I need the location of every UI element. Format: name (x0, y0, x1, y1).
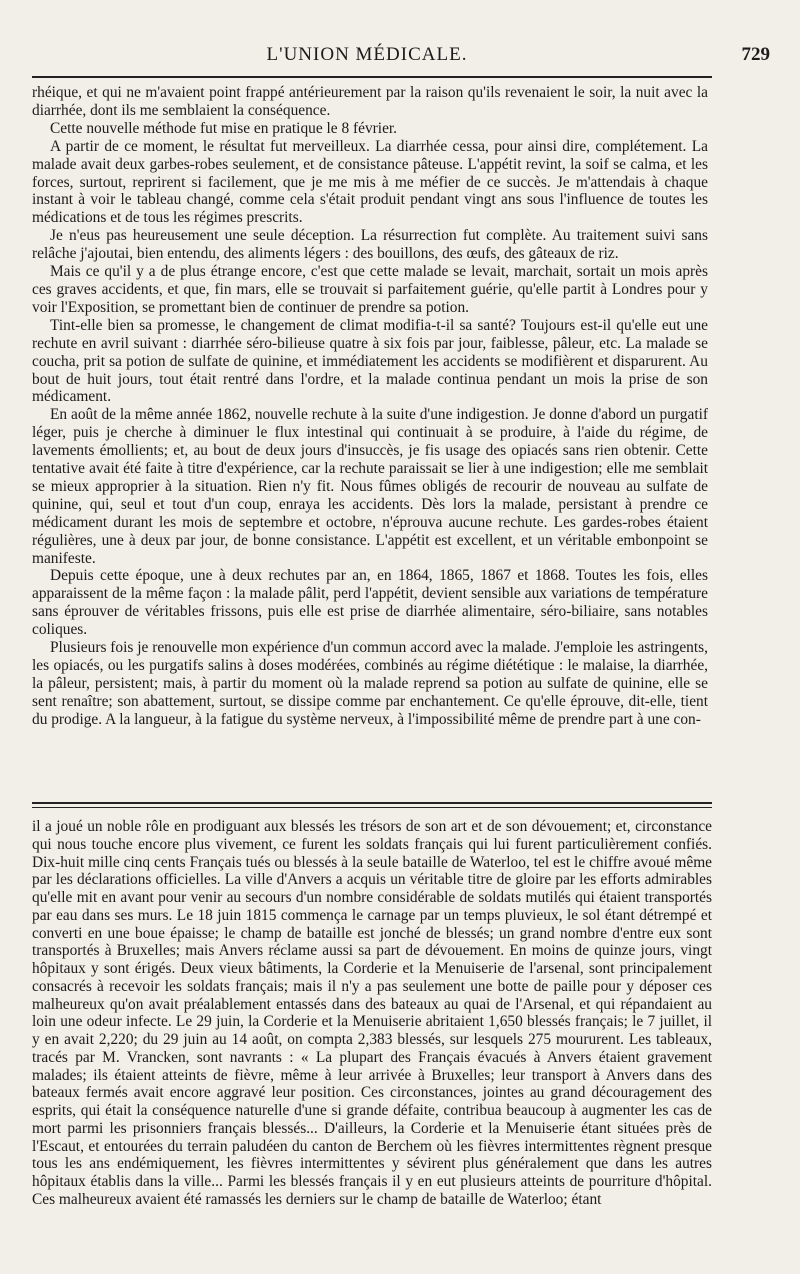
paragraph: Cette nouvelle méthode fut mise en pratique le 8 février. (50, 119, 398, 137)
paragraph: Mais ce qu'il y a de plus étrange encore, c'est que cette malade se levait, marchait, sortait un mois après ces graves accidents, et que, fin mars, elle se trouvait si parfaitement guérie, qu'elle partit à Londres pour y voir l'Exposition, se promettant bien de continuer de prendre sa potion. (32, 263, 708, 316)
feuilleton-divider (32, 802, 712, 808)
feuilleton-text (32, 818, 712, 1209)
feuilleton-paragraph: il a joué un noble rôle en prodiguant aux blessés les trésors de son art et de son dévouement; et, circonstance qui nous touche encore plus vivement, ce furent les soldats français qui lui furent particulièrement confiés. Dix-huit mille cinq cents Français tués ou blessés à la seule bataille de Waterloo, tel est le chiffre avoué même par les déclarations officielles. La ville d'Anvers a acquis un véritable titre de gloire par les efforts admirables qu'elle mit en avant pour venir au secours d'un nombre considérable de soldats mutilés qui étaient transportés par eau dans ses murs. Le 18 juin 1815 commença le carnage par un temps pluvieux, le sol étant détrempé et converti en une boue épaisse; le champ de bataille est jonché de blessés; un grand nombre d'entre eux sont transportés à Bruxelles; mais Anvers réclame aussi sa part de dévouement. En moins de quinze jours, vingt hôpitaux y sont érigés. Deux vieux bâtiments, la Corderie et la Menuiserie de l'arsenal, sont principalement consacrés à recevoir les soldats français; mais il n'y a pas seulement une botte de paille pour y déposer ces malheureux qu'on avait préalablement entassés dans des bateaux au quai de l'Arsenal, et qui répandaient au loin une odeur infecte. Le 29 juin, la Corderie et la Menuiserie abritaient 1,650 blessés français; le 7 juillet, il y en avait 2,220; du 29 juin au 14 août, on compta 2,383 blessés, sur lesquels 275 moururent. Les tableaux, tracés par M. Vrancken, sont navrants : « La plupart des Français évacués à Anvers étaient gravement malades; ils étaient atteints de fièvre, même à leur arrivée à Bruxelles; leur transport à Anvers dans des bateaux fermés avait encore aggravé leur position. Ces circonstances, jointes au grand découragement des esprits, qui était la conséquence naturelle d'une si grande défaite, contribua beaucoup à augmenter les cas de mort parmi les prisonniers français blessés... D'ailleurs, la Corderie et la Menuiserie étant situées près de l'Escaut, et entourées du terrain paludéen du canton de Berchem où les fièvres intermittentes règnent presque tous les ans endémiquement, les fièvres intermittentes y sévirent plus généralement que dans les autres hôpitaux établis dans la ville... Parmi les blessés français il y en eut plusieurs atteints de pourriture d'hôpital. Ces malheureux avaient été ramassés les derniers sur le champ de bataille de Waterloo; étant (32, 818, 712, 1208)
paragraph: A partir de ce moment, le résultat fut merveilleux. La diarrhée cessa, pour ainsi dire, complétement. La malade avait deux garbes-robes seulement, et de consistance pâteuse. L'appétit revint, la soif se calma, et les forces, surtout, reprirent si facilement, que je me mis à me méfier de ce succès. Je m'attendais à chaque instant à voir le tableau changé, comme cela s'était produit pendant vingt ans sous l'influence de toutes les médications et de tous les régimes prescrits. (32, 137, 708, 227)
paragraph: Tint-elle bien sa promesse, le changement de climat modifia-t-il sa santé? Toujours est-il qu'elle eut une rechute en avril suivant : diarrhée séro-bilieuse quatre à six fois par jour, faiblesse, pâleur, etc. La malade se coucha, prit sa potion de sulfate de quinine, et immédiatement les accidents se modifièrent et disparurent. Au bout de huit jours, tout était rentré dans l'ordre, et la malade continua pendant un mois la prise de son médicament. (32, 316, 708, 406)
paragraph: Je n'eus pas heureusement une seule déception. La résurrection fut complète. Au traitement suivi sans relâche j'ajoutai, bien entendu, des aliments légers : des bouillons, des œufs, des gâteaux de riz. (32, 227, 708, 263)
running-header (34, 44, 770, 72)
header-rule (32, 76, 712, 78)
main-text (32, 84, 708, 729)
paragraph: Plusieurs fois je renouvelle mon expérience d'un commun accord avec la malade. J'emploie les astringents, les opiacés, ou les purgatifs salins à doses modérées, combinés au régime diététique : le malaise, la diarrhée, la pâleur, persistent; mais, à partir du moment où la malade reprend sa potion au sulfate de quinine, elle se sent renaître; son abattement, surtout, se dissipe comme par enchantement. Ce qu'elle éprouve, dit-elle, tient du prodige. A la langueur, à la fatigue du système nerveux, à l'impossibilité même de prendre part à une con- (32, 639, 708, 728)
paragraph: En août de la même année 1862, nouvelle rechute à la suite d'une indigestion. Je donne d'abord un purgatif léger, puis je cherche à diminuer le flux intestinal qui continuait à se produire, à l'aide du régime, de lavements émollients; et, au bout de deux jours d'insuccès, je fis usage des opiacés sans rien obtenir. Cette tentative avait été faite à titre d'expérience, car la rechute paraissait se lier à une indigestion; elle me semblait se mieux approprier à la situation. Rien n'y fit. Nous fûmes obligés de recourir de nouveau au sulfate de quinine, qui, seul et tout d'un coup, enraya les accidents. Dès lors la malade, persistant à prendre ce médicament durant les mois de septembre et octobre, n'éprouva aucune rechute. Les gardes-robes étaient régulières, une à deux par jour, de bonne consistance. L'appétit est excellent, et un véritable embonpoint se manifeste. (32, 406, 708, 567)
journal-title: L'UNION MÉDICALE. (266, 44, 468, 65)
paragraph: rhéique, et qui ne m'avaient point frappé antérieurement par la raison qu'ils revenaient le soir, la nuit avec la diarrhée, dont ils me semblaient la conséquence. (32, 84, 708, 119)
paragraph: Depuis cette époque, une à deux rechutes par an, en 1864, 1865, 1867 et 1868. Toutes les fois, elles apparaissent de la même façon : la malade pâlit, perd l'appétit, devient sensible aux variations de température sans éprouver de véritables frissons, puis elle est prise de diarrhée alimentaire, séro-biliaire, sans notables coliques. (32, 567, 708, 639)
page-number: 729 (741, 44, 770, 65)
